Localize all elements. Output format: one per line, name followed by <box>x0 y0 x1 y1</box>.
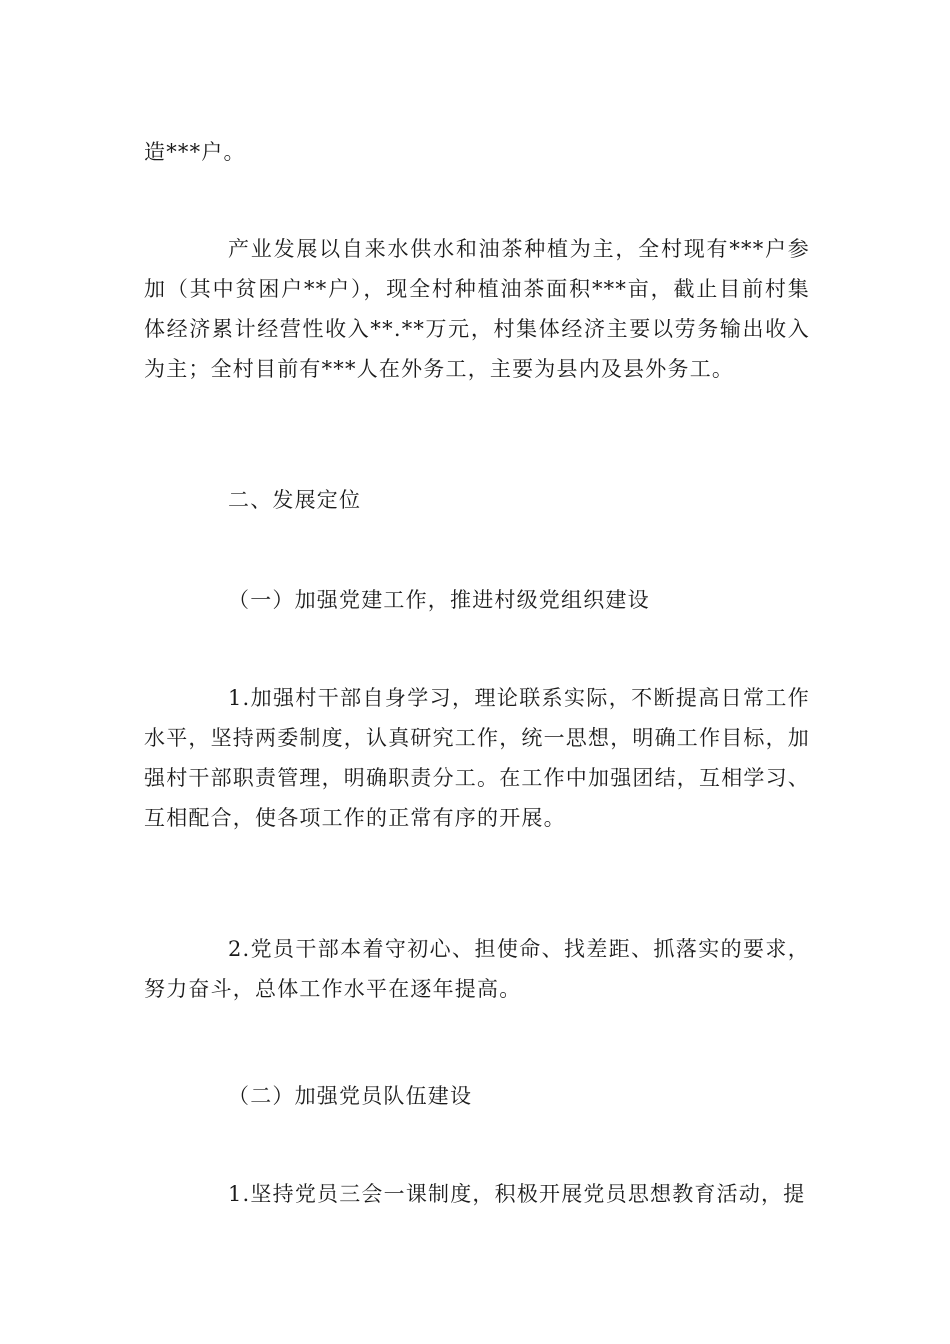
paragraph-item-1-three-meetings: 1.坚持党员三会一课制度，积极开展党员思想教育活动，提 <box>228 1182 806 1206</box>
subsection-heading-party-building: （一）加强党建工作，推进村级党组织建设 <box>228 588 650 612</box>
subsection-heading-party-team: （二）加强党员队伍建设 <box>228 1084 473 1108</box>
paragraph-item-2-party-members: 2.党员干部本着守初心、担使命、找差距、抓落实的要求，努力奋斗，总体工作水平在逐年提高。 <box>144 937 810 1001</box>
section-heading-development-positioning: 二、发展定位 <box>228 488 362 512</box>
paragraph-item-1-cadre-learning: 1.加强村干部自身学习，理论联系实际，不断提高日常工作水平，坚持两委制度，认真研究工作，统一思想，明确工作目标，加强村干部职责管理，明确职责分工。在工作中加强团结，互相学习、互相配合，使各项工作的正常有序的开展。 <box>144 686 810 830</box>
paragraph-continuation: 造***户。 <box>144 140 246 164</box>
paragraph-industry-development: 产业发展以自来水供水和油茶种植为主，全村现有***户参加（其中贫困户**户），现全村种植油茶面积***亩，截止目前村集体经济累计经营性收入**.**万元，村集体经济主要以劳务输出收入为主；全村目前有***人在外务工，主要为县内及县外务工。 <box>144 237 810 381</box>
